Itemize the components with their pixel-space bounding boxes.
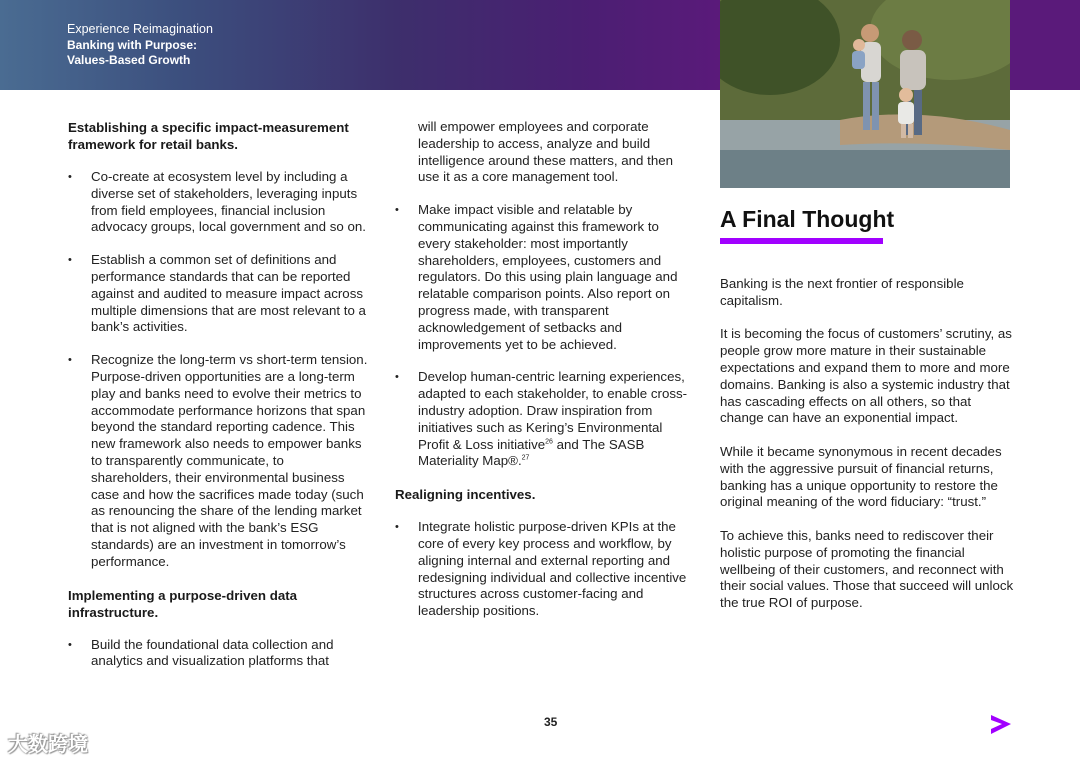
chevron-right-icon bbox=[988, 712, 1014, 738]
watermark: 大数跨境 bbox=[8, 734, 88, 756]
paragraph: It is becoming the focus of customers’ scrutiny, as people grow more mature in their sustainable expectations and expand them to more and more domains. Banking is also a systemic industry that has cascading effects on all others, so that change can have an exponential impact. bbox=[720, 326, 1012, 426]
header-banner bbox=[0, 0, 720, 90]
right-column bbox=[720, 276, 1015, 629]
footnote-ref-26: 26 bbox=[545, 438, 553, 446]
learning-text-cont: and The SASB Materiality Map®. bbox=[418, 436, 645, 469]
next-page-button[interactable] bbox=[988, 712, 1014, 743]
list-item: • Establish a common set of definitions and performance standards that can be reported against and audited to measure impact across multiple dimensions that are most relevant to a bank’s activities. bbox=[68, 252, 368, 336]
section-kicker: Experience Reimagination bbox=[67, 22, 213, 36]
list-item bbox=[395, 369, 695, 470]
heading-realigning-incentives: Realigning incentives. bbox=[395, 487, 536, 503]
bullet-continuation: will empower employees and corporate leadership to access, analyze and build intelligence around these matters, and then use it as a core management tool. bbox=[418, 119, 674, 185]
paragraph: To achieve this, banks need to rediscover their holistic purpose of promoting the financial wellbeing of their customers, and reconnect with their social values. Those that succeed will unlock the true ROI of purpose. bbox=[720, 527, 1014, 611]
list-item: • Recognize the long-term vs short-term tension. Purpose-driven opportunities are a long-term play and banks need to evolve their metrics to accommodate performance horizons that span beyond the standard reporting cadence. This new framework also needs to empower banks to transparently communicate, to shareholders, their environmental business case and how the sacrifices made today (such as renouncing the share of the lending market that is not aligned with the bank’s ESG standards) are an investment in tomorrow’s performance. bbox=[68, 352, 368, 570]
section-title bbox=[67, 38, 197, 68]
footnote-ref-27: 27 bbox=[521, 454, 530, 462]
list-item: • Co-create at ecosystem level by including a diverse set of stakeholders, leveraging inputs from field employees, financial inclusion advocacy groups, local government and so on. bbox=[68, 169, 368, 236]
left-column bbox=[68, 119, 368, 686]
page-number: 35 bbox=[544, 715, 558, 729]
list-item: • Integrate holistic purpose-driven KPIs at the core of every key process and workflow, by aligning internal and external reporting and redesigning individual and collective incentive structures across customer-facing and leadership positions. bbox=[395, 519, 695, 620]
accent-underline bbox=[720, 238, 883, 244]
heading-data-infrastructure: Implementing a purpose-driven data infrastructure. bbox=[68, 587, 298, 620]
section-title-line1: Banking with Purpose: bbox=[67, 38, 198, 52]
learning-text: Develop human-centric learning experiences, adapted to each stakeholder, to enable cross-industry adoption. Draw inspiration from initiatives such as Kering’s Environmental Profit & Loss initiative bbox=[418, 369, 688, 452]
data-infrastructure-list bbox=[68, 637, 368, 671]
family-photo-illustration bbox=[720, 0, 1010, 188]
middle-column bbox=[395, 119, 695, 636]
list-item: • Make impact visible and relatable by communicating against this framework to every stakeholder: most importantly shareholders, employees, customers and regulators. Do this using plain language and relatable comparison points. Also report on progress made, with transparent acknowledgement of setbacks and improvements yet to be achieved. bbox=[395, 202, 695, 353]
paragraph: While it became synonymous in recent decades with the aggressive pursuit of financial returns, banking has a unique opportunity to restore the original meaning of the word fiduciary: “trust.” bbox=[720, 443, 1002, 510]
section-title-line2: Values-Based Growth bbox=[67, 53, 191, 67]
list-item: • Build the foundational data collection and analytics and visualization platforms that bbox=[68, 637, 368, 671]
incentives-list bbox=[395, 519, 695, 620]
heading-impact-framework: Establishing a specific impact-measurement framework for retail banks. bbox=[68, 120, 349, 152]
paragraph: Banking is the next frontier of responsible capitalism. bbox=[720, 276, 964, 308]
impact-visibility-list bbox=[395, 202, 695, 470]
header-banner-right bbox=[1010, 0, 1080, 90]
final-thought-title: A Final Thought bbox=[720, 206, 895, 232]
family-photo bbox=[720, 0, 1010, 188]
impact-framework-list bbox=[68, 169, 368, 571]
